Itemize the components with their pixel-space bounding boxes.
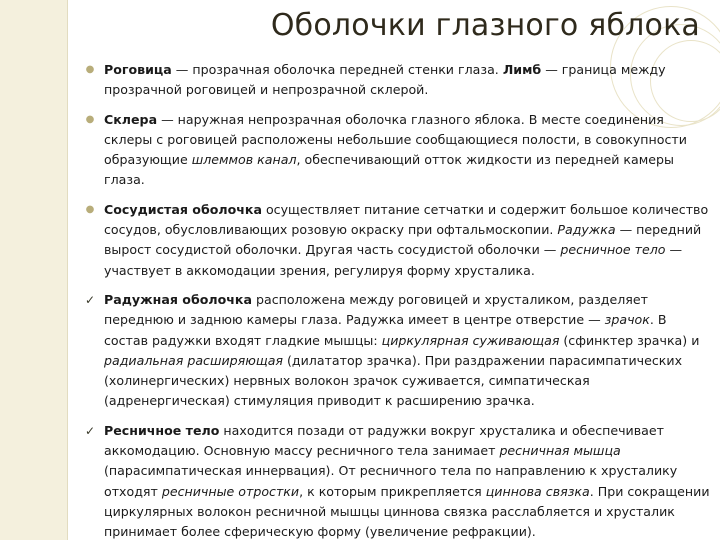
item-text: находится позади от радужки вокруг хрусталика и обеспечивает аккомодацию. Основную массу ресничного тела занимает (104, 422, 664, 459)
term-bold: Радужная оболочка (104, 291, 252, 307)
item-text: — граница между прозрачной роговицей и непрозрачной склерой. (104, 62, 666, 98)
term-italic: циркулярная суживающая (381, 332, 560, 348)
term-italic: шлеммов канал (191, 152, 297, 168)
term-italic: циннова связка (485, 483, 590, 499)
item-text: — прозрачная оболочка передней стенки глаза. (171, 62, 503, 77)
term-bold: Склера (104, 111, 158, 127)
decorative-side-strip (0, 0, 68, 540)
term-italic: ресничная мышца (499, 443, 621, 459)
content-list (83, 60, 713, 552)
term-italic: зрачок (604, 312, 650, 328)
term-italic: ресничные отростки (161, 483, 300, 499)
list-item (83, 290, 713, 412)
bullet-icon: ● (85, 113, 95, 125)
list-item (83, 200, 713, 281)
list-item (83, 60, 713, 101)
item-text: — участвует в аккомодации зрения, регулируя форму хрусталика. (104, 242, 683, 278)
item-text: (дилататор зрачка). При раздражении парасимпатических (холинергических) нервных волокон зрачок суживается, симпатическая (адренергическая) стимуляция приводит к расширению зрачка. (104, 352, 683, 409)
term-bold: Сосудистая оболочка (104, 201, 262, 217)
item-text: . В состав радужки входят гладкие мышцы: (104, 312, 667, 348)
item-text: (сфинктер зрачка) и (559, 332, 700, 348)
item-text: — наружная непрозрачная оболочка глазного яблока. В месте соединения склеры с роговицей расположены небольшие сообщающиеся полости, в совокупности образующие (104, 111, 687, 168)
term-bold: Ресничное тело (104, 422, 220, 438)
bullet-icon: ● (85, 64, 95, 75)
item-text: (парасимпатическая иннервация). От ресничного тела по направлению к хрусталику отходят (104, 463, 678, 499)
term-italic: ресничное тело (560, 242, 666, 258)
item-text: , обеспечивающий отток жидкости из передней камеры глаза. (104, 152, 674, 188)
item-text: осуществляет питание сетчатки и содержит большое количество сосудов, обусловливающих розовую окраску при офтальмоскопии. (104, 201, 709, 238)
term-italic: радиальная расширяющая (104, 352, 283, 368)
checkmark-icon: ✓ (84, 423, 96, 438)
term-bold: Лимб (502, 62, 542, 77)
term-italic: Радужка (557, 222, 616, 238)
list-item (83, 421, 713, 543)
item-text: расположена между роговицей и хрусталиком, разделяет переднюю и заднюю камеры глаза. Радужка имеет в центре отверстие — (104, 291, 648, 328)
list-item (83, 110, 713, 191)
bullet-icon: ● (85, 203, 95, 215)
item-text: — передний вырост сосудистой оболочки. Другая часть сосудистой оболочки — (104, 222, 702, 258)
slide-title: Оболочки глазного яблока (270, 8, 700, 43)
item-text: . При сокращении циркулярных волокон ресничной мышцы циннова связка расслабляется и хрусталик принимает более сферическую форму (увеличение рефракции). (104, 483, 710, 540)
term-bold: Роговица (104, 62, 172, 77)
checkmark-icon: ✓ (84, 292, 96, 307)
item-text: , к которым прикрепляется (299, 483, 486, 499)
